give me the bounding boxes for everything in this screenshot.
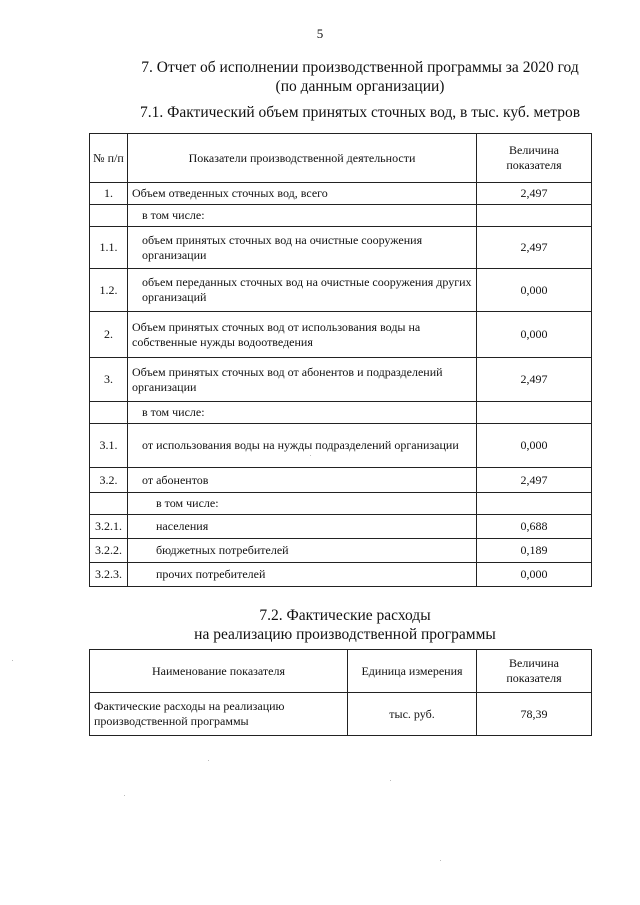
section-7-title-line1: 7. Отчет об исполнении производственной программы за 2020 год [141,59,579,76]
row-label: населения [128,515,477,539]
row-label: Объем принятых сточных вод от использования воды на собственные нужды водоотведения [128,312,477,358]
table-header-row [90,134,592,183]
row-num: 1.1. [90,227,128,269]
table-row [90,269,592,312]
row-num: 3.2.3. [90,563,128,587]
row-value: 0,000 [477,563,592,587]
row-label: Объем отведенных сточных вод, всего [128,183,477,205]
row-num [90,205,128,227]
row-label: бюджетных потребителей [128,539,477,563]
section-7-2-title [50,606,640,644]
row-value: 2,497 [477,227,592,269]
row-label: от абонентов [128,468,477,493]
header-name: Наименование показателя [90,650,348,693]
row-label: в том числе: [128,402,477,424]
expense-name: Фактические расходы на реализацию производственной программы [90,693,348,736]
row-value: 2,497 [477,468,592,493]
header-value: Величина показателя [477,134,592,183]
section-7-1-title: 7.1. Фактический объем принятых сточных вод, в тыс. куб. метров [139,104,581,121]
row-value: 0,000 [477,424,592,468]
page-number: 5 [316,26,324,41]
row-num: 3.2.1. [90,515,128,539]
row-value: 0,000 [477,312,592,358]
expense-unit: тыс. руб. [348,693,477,736]
section-7-2-title-line1: 7.2. Фактические расходы [259,607,431,624]
row-num: 3.1. [90,424,128,468]
table-row [90,205,592,227]
header-num: № п/п [90,134,128,183]
table-row [90,693,592,736]
row-value [477,402,592,424]
row-num [90,493,128,515]
expenses-table [89,649,592,736]
row-num: 3.2.2. [90,539,128,563]
row-value: 2,497 [477,183,592,205]
row-value: 2,497 [477,358,592,402]
section-7-title-line2: (по данным организации) [275,78,445,95]
row-value: 0,000 [477,269,592,312]
row-label: объем принятых сточных вод на очистные сооружения организации [128,227,477,269]
row-label: от использования воды на нужды подразделений организации [128,424,477,468]
row-label: в том числе: [128,493,477,515]
table-row [90,515,592,539]
row-num: 2. [90,312,128,358]
table-row [90,493,592,515]
row-num: 1.2. [90,269,128,312]
row-label: прочих потребителей [128,563,477,587]
table-row [90,358,592,402]
table-row [90,183,592,205]
table-row [90,424,592,468]
table-header-row [90,650,592,693]
table-row [90,563,592,587]
section-7-2-title-line2: на реализацию производственной программы [194,626,496,643]
header-indicator: Показатели производственной деятельности [128,134,477,183]
table-row [90,539,592,563]
header-value: Величина показателя [477,650,592,693]
row-label: Объем принятых сточных вод от абонентов и подразделений организации [128,358,477,402]
row-label: объем переданных сточных вод на очистные сооружения других организаций [128,269,477,312]
row-num [90,402,128,424]
row-num: 1. [90,183,128,205]
row-value [477,205,592,227]
table-row [90,468,592,493]
header-unit: Единица измерения [348,650,477,693]
row-value: 0,688 [477,515,592,539]
expense-value: 78,39 [477,693,592,736]
table-row [90,312,592,358]
row-value: 0,189 [477,539,592,563]
section-7-title [80,58,640,96]
table-row [90,402,592,424]
row-num: 3. [90,358,128,402]
row-value [477,493,592,515]
table-row [90,227,592,269]
row-label: в том числе: [128,205,477,227]
wastewater-volume-table [89,133,592,587]
row-num: 3.2. [90,468,128,493]
